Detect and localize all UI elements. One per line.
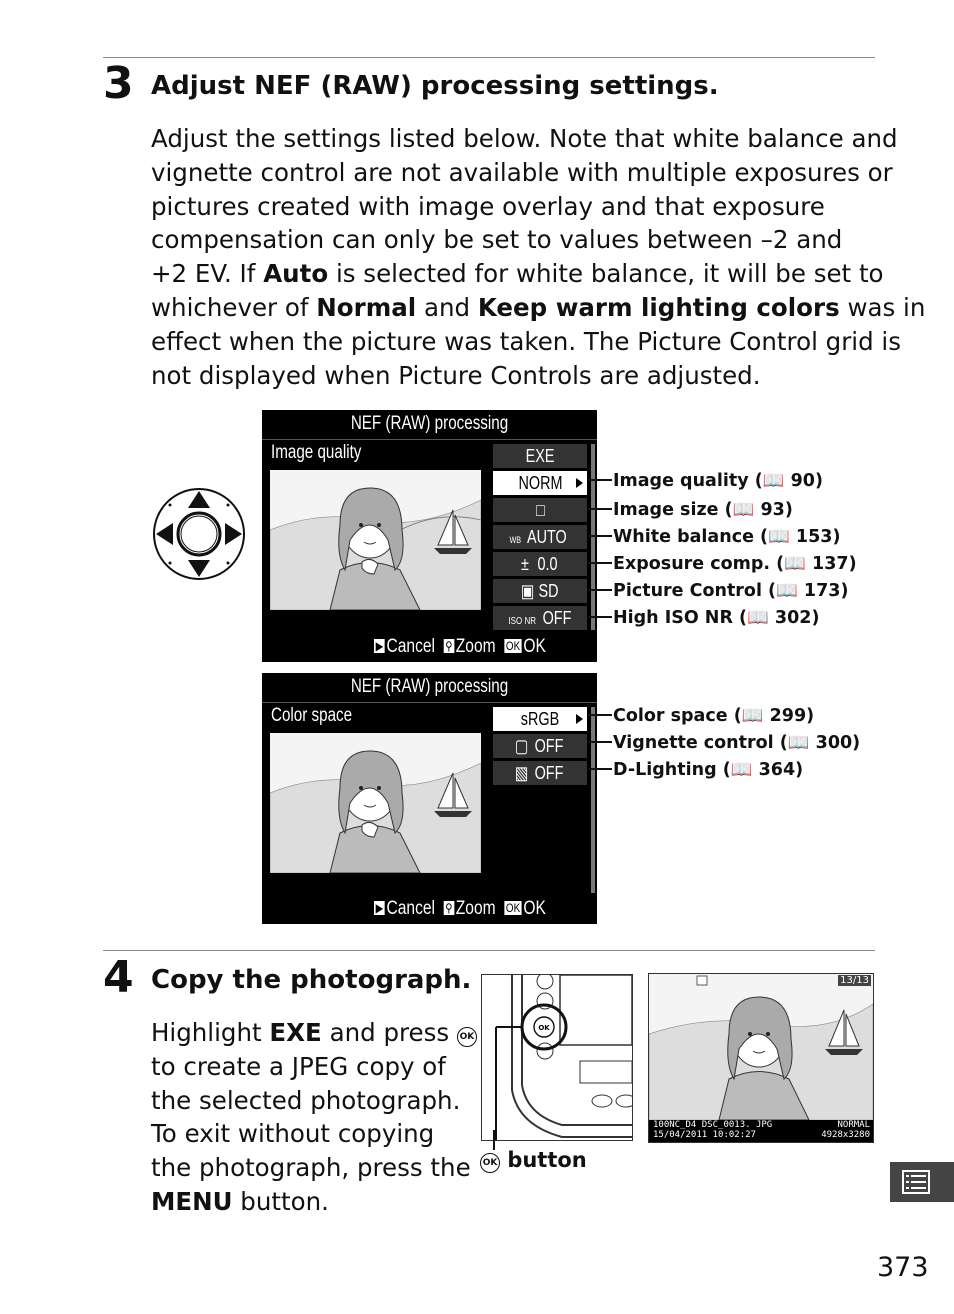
step-4-text: Highlight EXE and press OK to create a JPEG copy of the selected photograph. To exit without copying the photograph, press the MENU button. [151, 1016, 477, 1219]
screen-title: NEF (RAW) processing [350, 676, 509, 697]
page-ref-icon: 📖 [768, 527, 790, 547]
arrow-right-icon [576, 714, 583, 724]
frame-counter: 13/13 [840, 975, 869, 986]
menu-item-picture-control[interactable]: ▣ SD [493, 579, 587, 603]
file-info: 100NC_D4 DSC_0013. JPG [653, 1120, 773, 1130]
page-ref-icon: 📖 [747, 608, 769, 628]
menu-item-image-quality[interactable]: NORM [493, 471, 587, 495]
vignette-icon: ▢ [515, 736, 529, 756]
callout-image-size: Image size (📖 93) [588, 502, 793, 520]
menu-item-d-lighting[interactable]: ▧ OFF [493, 761, 587, 785]
menu-button-icon: MENU [151, 1186, 233, 1216]
page-ref-icon: 📖 [741, 706, 764, 726]
preview-photo [270, 470, 481, 610]
screen-label: Image quality [271, 442, 362, 463]
ok-icon: OK [505, 901, 521, 915]
step-number: 4 [103, 952, 134, 1003]
ok-button-caption: OK button [480, 1148, 587, 1173]
callout-color-space: Color space (📖 299) [588, 708, 814, 726]
screen-footer: ▶ Cancel ⚲ Zoom OK OK [375, 898, 546, 919]
step-number: 3 [103, 58, 134, 109]
menu-list-icon [890, 1162, 954, 1202]
playback-icon: ▶ [375, 901, 384, 915]
section-rule [103, 950, 875, 951]
menu-item-vignette-control[interactable]: ▢ OFF [493, 734, 587, 758]
callout-white-balance: White balance (📖 153) [588, 529, 840, 547]
callout-exposure-comp: Exposure comp. (📖 137) [588, 556, 857, 574]
step-3-text: Adjust the settings listed below. Note that white balance and vignette control are not available with multiple exposures or pictures created with image overlay and that exposure compensation can only be set to values between –2 and +2 EV. If Auto is selected for white balance, it will be set to whichever of Normal and Keep warm lighting colors was in effect when the picture was taken. The Picture Control grid is not displayed when Picture Controls are adjusted. [151, 124, 926, 390]
size-info: 4928x3280 [821, 1130, 870, 1140]
picture-control-icon: ▣ [520, 581, 535, 601]
callout-vignette-control: Vignette control (📖 300) [588, 735, 860, 753]
menu-item-white-balance[interactable]: WB AUTO [493, 525, 587, 549]
zoom-icon: ⚲ [445, 901, 453, 915]
screen-footer: ▶ Cancel ⚲ Zoom OK OK [375, 636, 546, 657]
page-ref-icon: 📖 [732, 500, 755, 520]
callout-high-iso-nr: High ISO NR (📖 302) [588, 610, 819, 628]
page-ref-icon: 📖 [787, 733, 810, 753]
screen-title: NEF (RAW) processing [350, 413, 509, 434]
playback-icon: ▶ [375, 639, 384, 653]
menu-item-exposure-comp[interactable]: ± 0.0 [493, 552, 587, 576]
ok-button-icon: OK [480, 1153, 500, 1173]
callout-image-quality: Image quality (📖 90) [588, 473, 823, 491]
callout-d-lighting: D-Lighting (📖 364) [588, 762, 803, 780]
zoom-icon: ⚲ [445, 639, 453, 653]
svg-text:OK: OK [538, 1024, 550, 1032]
section-rule [103, 57, 875, 58]
menu-item-image-size[interactable] [493, 498, 587, 522]
menu-item-exe[interactable]: EXE [493, 444, 587, 468]
multi-selector-icon [152, 487, 246, 581]
d-lighting-icon: ▧ [515, 763, 529, 783]
step-title: Adjust NEF (RAW) processing settings. [151, 71, 719, 101]
white-balance-icon: WB [509, 535, 521, 545]
nef-processing-screen-1 [262, 410, 597, 662]
menu-item-high-iso-nr[interactable]: ISO NR OFF [493, 606, 587, 630]
ok-button-icon: OK [457, 1027, 477, 1047]
page-ref-icon: 📖 [762, 471, 785, 491]
ok-icon: OK [505, 639, 521, 653]
page-ref-icon: 📖 [730, 760, 753, 780]
screen-label: Color space [271, 705, 353, 726]
playback-screen [648, 973, 874, 1143]
section-tab [890, 1162, 954, 1202]
arrow-right-icon [576, 478, 583, 488]
callout-picture-control: Picture Control (📖 173) [588, 583, 848, 601]
page-ref-icon: 📖 [776, 581, 798, 601]
step-title: Copy the photograph. [151, 965, 472, 995]
preview-photo [270, 733, 481, 873]
datetime-info: 15/04/2011 10:02:27 [653, 1130, 756, 1140]
iso-nr-icon: ISO NR [508, 616, 536, 627]
exposure-comp-icon: ± [521, 554, 529, 574]
camera-back-illustration [481, 974, 633, 1141]
quality-info: NORMAL [837, 1120, 870, 1130]
nef-processing-screen-2 [262, 673, 597, 924]
menu-item-color-space[interactable]: sRGB [493, 707, 587, 731]
image-size-icon: □ [535, 500, 545, 520]
page-ref-icon: 📖 [784, 554, 806, 574]
page-number: 373 [877, 1252, 929, 1283]
